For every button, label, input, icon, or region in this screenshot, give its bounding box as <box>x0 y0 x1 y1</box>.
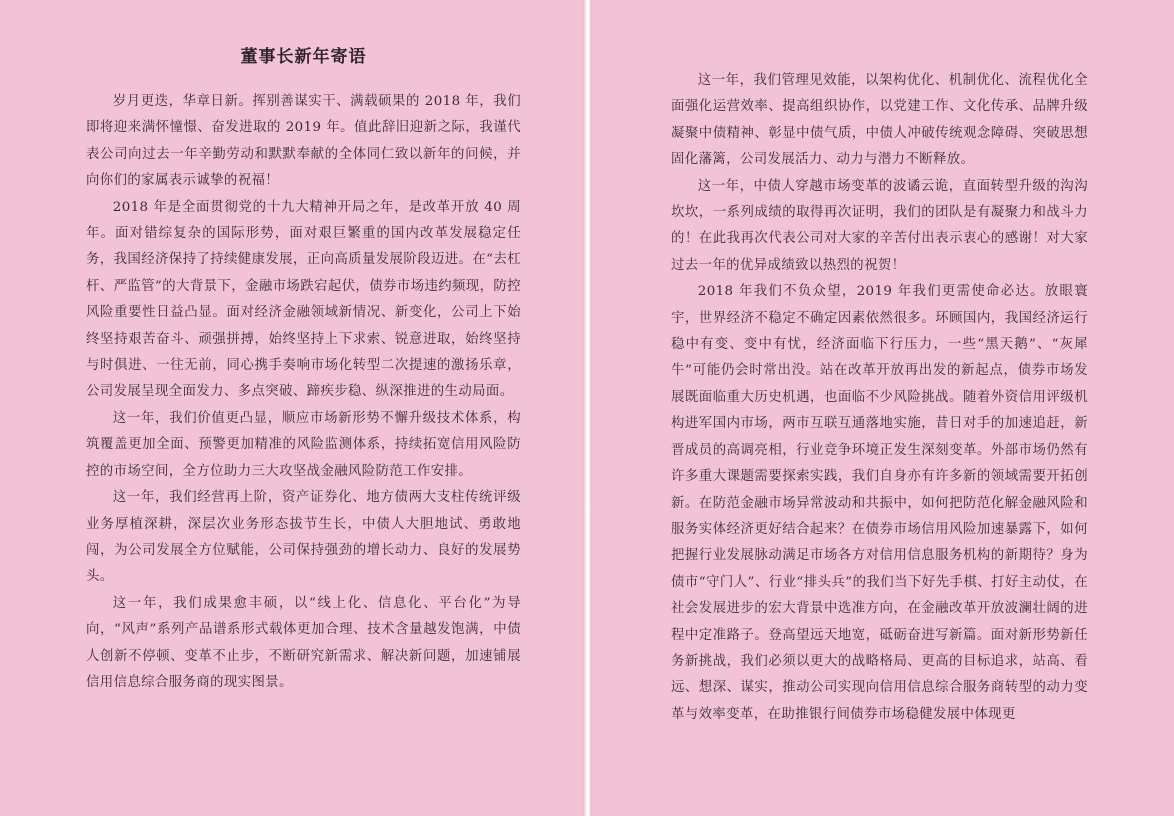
page-gutter <box>583 0 592 816</box>
paragraph-team: 这一年，中债人穿越市场变革的波谲云诡，直面转型升级的沟沟坎坎，一系列成绩的取得再次证明，我们的团队是有凝聚力和战斗力的！在此我再次代表公司对大家的辛苦付出表示衷心的感谢！对大家过去一年的优异成绩致以热烈的祝贺！ <box>671 178 1088 273</box>
right-page <box>592 0 1174 816</box>
paragraph-2018-overview: 2018 年是全面贯彻党的十九大精神开局之年，是改革开放 40 周年。面对错综复杂的国际形势，面对艰巨繁重的国内改革发展稳定任务，我国经济保持了持续健康发展，正向高质量发展阶段迈进。在“去杠杆、严监管”的大背景下，金融市场跌宕起伏，债券市场违约频现，防控风险重要性日益凸显。面对经济金融领域新情况、新变化，公司上下始终坚持艰苦奋斗、顽强拼搏，始终坚持上下求索、锐意进取，始终坚持与时俱进、一往无前，同心携手奏响市场化转型二次提速的激扬乐章，公司发展呈现全面发力、多点突破、蹄疾步稳、纵深推进的生动局面。 <box>86 199 521 400</box>
paragraph-management: 这一年，我们管理见效能，以架构优化、机制优化、流程优化全面强化运营效率、提高组织协作，以党建工作、文化传承、品牌升级凝聚中债精神、彰显中债气质，中债人冲破传统观念障碍、突破思想固化藩篱，公司发展活力、动力与潜力不断释放。 <box>671 73 1088 168</box>
page-title: 董事长新年寄语 <box>240 47 367 67</box>
paragraph-value: 这一年，我们价值更凸显，顺应市场新形势不懈升级技术体系，构筑覆盖更加全面、预警更加精准的风险监测体系，持续拓宽信用风险防控的市场空间，全方位助力三大攻坚战金融风险防范工作安排。 <box>86 410 521 479</box>
paragraph-operations: 这一年，我们经营再上阶，资产证券化、地方债两大支柱传统评级业务厚植深耕，深层次业务形态拔节生长，中债人大胆地试、勇敢地闯，为公司发展全方位赋能，公司保持强劲的增长动力、良好的发展势头。 <box>86 490 521 585</box>
paragraph-outlook: 2018 年我们不负众望，2019 年我们更需使命必达。放眼寰宇，世界经济不稳定不确定因素依然很多。环顾国内，我国经济运行稳中有变、变中有忧，经济面临下行压力，一些“黑天鹅”、“灰犀牛”可能仍会时常出没。站在改革开放再出发的新起点，债券市场发展既面临重大历史机遇，也面临不少风险挑战。随着外资信用评级机构进军国内市场，两市互联互通落地实施，昔日对手的加速追赶，新晋成员的高调亮相，行业竞争环境正发生深刻变革。外部市场仍然有许多重大课题需要探索实践，我们自身亦有许多新的领域需要开拓创新。在防范金融市场异常波动和共振中，如何把防范化解金融风险和服务实体经济更好结合起来？在债券市场信用风险加速暴露下，如何把握行业发展脉动满足市场各方对信用信息服务机构的新期待？身为债市“守门人”、行业“排头兵”的我们当下好先手棋、打好主动仗，在社会发展进步的宏大背景中选准方向，在金融改革开放波澜壮阔的进程中定准路子。登高望远天地宽，砥砺奋进写新篇。面对新形势新任务新挑战，我们必须以更大的战略格局、更高的目标追求，站高、看远、想深、谋实，推动公司实现向信用信息综合服务商转型的动力变革与效率变革，在助推银行间债券市场稳健发展中体现更 <box>671 284 1088 722</box>
paragraph-results: 这一年，我们成果愈丰硕，以“线上化、信息化、平台化”为导向，“风声”系列产品谱系形式载体更加合理、技术含量越发饱满，中债人创新不停顿、变革不止步，不断研究新需求、解决新问题，加速铺展信用信息综合服务商的现实图景。 <box>86 595 521 690</box>
left-page <box>0 0 583 816</box>
paragraph-opening: 岁月更迭，华章日新。挥别善谋实干、满载硕果的 2018 年，我们即将迎来满怀憧憬、奋发进取的 2019 年。值此辞旧迎新之际，我谨代表公司向过去一年辛勤劳动和默默奉献的全体同仁致以新年的问候，并向你们的家属表示诚挚的祝福！ <box>86 94 521 189</box>
